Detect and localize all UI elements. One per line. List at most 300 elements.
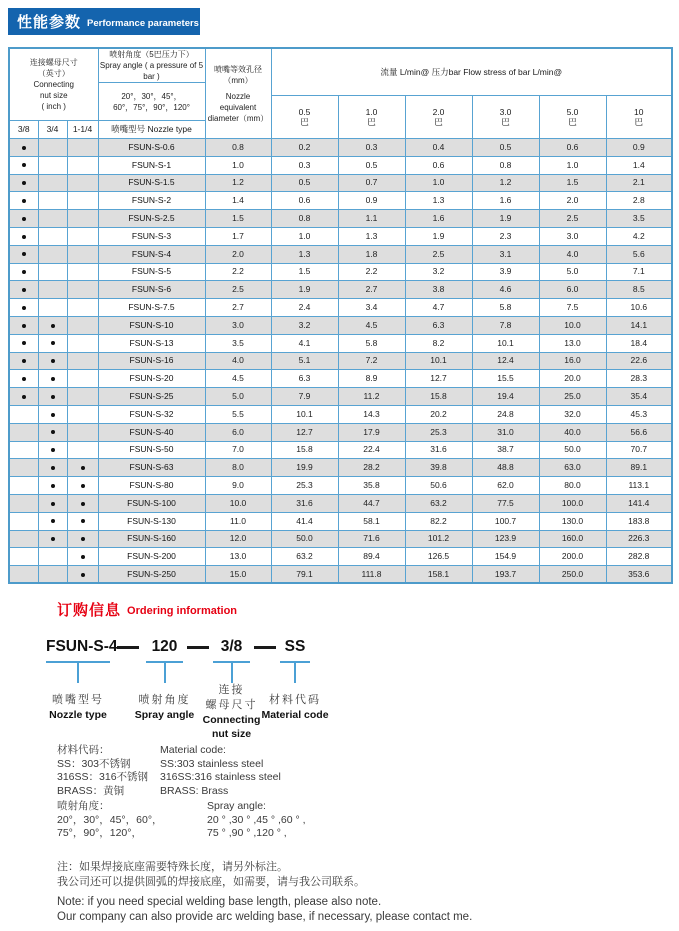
equivalent-diameter: 15.0 (205, 566, 271, 584)
nut-empty-cell (38, 174, 67, 192)
equivalent-diameter: 6.0 (205, 423, 271, 441)
table-row (9, 459, 672, 477)
table-row (9, 512, 672, 530)
flow-value: 4.6 (472, 281, 539, 299)
nut-dot-cell (38, 334, 67, 352)
table-row (9, 405, 672, 423)
flow-value: 8.9 (338, 370, 405, 388)
flow-value: 10.1 (405, 352, 472, 370)
order-dash (183, 636, 213, 658)
spray-angle-en-line1: 20 ° ,30 ° ,45 ° ,60 ° , (207, 813, 306, 826)
flow-value: 0.5 (271, 174, 338, 192)
flow-value: 1.6 (472, 192, 539, 210)
nozzle-model: FSUN-S-200 (98, 548, 205, 566)
nut-empty-cell (9, 477, 38, 495)
nut-size-3/8: 3/8 (9, 121, 38, 139)
nut-empty-cell (38, 156, 67, 174)
nut-dot-cell (9, 299, 38, 317)
order-example-nut: 3/8 (220, 638, 243, 655)
flow-value: 193.7 (472, 566, 539, 584)
nozzle-model: FSUN-S-6 (98, 281, 205, 299)
flow-value: 4.1 (271, 334, 338, 352)
pressure-header-1.0 (338, 96, 405, 139)
table-row (9, 245, 672, 263)
nozzle-model: FSUN-S-63 (98, 459, 205, 477)
nut-header-en2: nut size (39, 91, 68, 100)
nut-empty-cell (9, 530, 38, 548)
nut-dot-cell (9, 210, 38, 228)
flow-value: 4.0 (539, 245, 606, 263)
table-row (9, 281, 672, 299)
flow-value: 22.4 (338, 441, 405, 459)
ordering-title (57, 599, 237, 620)
nut-size-1-1/4: 1-1/4 (67, 121, 98, 139)
order-label-angle-en: Spray angle (134, 709, 195, 721)
dot-icon (81, 466, 85, 470)
equivalent-diameter: 0.8 (205, 139, 271, 157)
equivalent-diameter: 4.0 (205, 352, 271, 370)
nut-dot-cell (9, 316, 38, 334)
flow-value: 2.5 (405, 245, 472, 263)
diameter-header-unit: （mm） (223, 75, 253, 85)
flow-value: 14.1 (606, 316, 672, 334)
dot-icon (51, 502, 55, 506)
equivalent-diameter: 1.0 (205, 156, 271, 174)
equivalent-diameter: 7.0 (205, 441, 271, 459)
nozzle-model: FSUN-S-1 (98, 156, 205, 174)
dot-icon (51, 430, 55, 434)
nozzle-model: FSUN-S-16 (98, 352, 205, 370)
connector-line (146, 661, 183, 683)
nut-dot-cell (38, 405, 67, 423)
equivalent-diameter: 3.0 (205, 316, 271, 334)
order-label-nut (203, 683, 261, 741)
nut-size-header (9, 48, 98, 121)
nozzle-model: FSUN-S-13 (98, 334, 205, 352)
table-row (9, 316, 672, 334)
nut-dot-cell (9, 334, 38, 352)
flow-value: 10.6 (606, 299, 672, 317)
flow-value: 18.4 (606, 334, 672, 352)
connector-line (213, 661, 250, 683)
flow-value: 0.3 (338, 139, 405, 157)
flow-value: 0.2 (271, 139, 338, 157)
pressure-value: 3.0 (499, 107, 512, 117)
pressure-unit: 巴 (434, 117, 443, 127)
flow-value: 38.7 (472, 441, 539, 459)
nut-empty-cell (67, 441, 98, 459)
order-label-nozzle-en: Nozzle type (49, 709, 107, 721)
nut-header-en1: Connecting (33, 80, 74, 89)
pressure-header-10 (606, 96, 672, 139)
flow-value: 4.7 (405, 299, 472, 317)
flow-value: 82.2 (405, 512, 472, 530)
flow-value: 0.6 (271, 192, 338, 210)
equivalent-diameter: 2.2 (205, 263, 271, 281)
flow-value: 31.6 (271, 494, 338, 512)
flow-value: 6.0 (539, 281, 606, 299)
nut-dot-cell (38, 512, 67, 530)
table-row (9, 548, 672, 566)
flow-value: 62.0 (472, 477, 539, 495)
flow-value: 40.0 (539, 423, 606, 441)
flow-value: 282.8 (606, 548, 672, 566)
nut-dot-cell (9, 174, 38, 192)
nut-empty-cell (9, 548, 38, 566)
flow-value: 100.7 (472, 512, 539, 530)
flow-value: 183.8 (606, 512, 672, 530)
flow-value: 12.7 (271, 423, 338, 441)
nozzle-model: FSUN-S-2 (98, 192, 205, 210)
flow-value: 31.6 (405, 441, 472, 459)
flow-value: 1.0 (271, 227, 338, 245)
table-body (9, 139, 672, 584)
note-en-line2: Our company can also provide arc welding base, if necessary, please contact me. (57, 911, 473, 923)
order-label-material-cn: 材料代码 (268, 694, 321, 706)
flow-value: 111.8 (338, 566, 405, 584)
notes-en (57, 895, 472, 925)
nozzle-model: FSUN-S-4 (98, 245, 205, 263)
nozzle-model: FSUN-S-25 (98, 388, 205, 406)
flow-value: 0.5 (338, 156, 405, 174)
flow-value: 1.9 (271, 281, 338, 299)
pressure-unit: 巴 (568, 117, 577, 127)
nut-dot-cell (9, 139, 38, 157)
table-row (9, 566, 672, 584)
dot-icon (22, 395, 26, 399)
table-row (9, 441, 672, 459)
order-label-nut-en2: nut size (211, 728, 252, 740)
flow-value: 3.5 (606, 210, 672, 228)
flow-value: 15.8 (405, 388, 472, 406)
order-dash (250, 636, 280, 658)
flow-value: 10.1 (271, 405, 338, 423)
connector-line (280, 661, 310, 683)
nut-empty-cell (67, 192, 98, 210)
flow-value: 0.6 (539, 139, 606, 157)
flow-value: 10.1 (472, 334, 539, 352)
flow-value: 2.8 (606, 192, 672, 210)
flow-value: 3.2 (405, 263, 472, 281)
flow-value: 32.0 (539, 405, 606, 423)
flow-value: 39.8 (405, 459, 472, 477)
nut-dot-cell (9, 227, 38, 245)
material-code-cn (57, 744, 148, 798)
flow-value: 130.0 (539, 512, 606, 530)
ordering-title-cn: 订购信息 (57, 602, 122, 619)
flow-value: 16.0 (539, 352, 606, 370)
flow-value: 5.0 (539, 263, 606, 281)
dot-icon (22, 341, 26, 345)
nozzle-model: FSUN-S-80 (98, 477, 205, 495)
nut-size-3/4: 3/4 (38, 121, 67, 139)
nut-dot-cell (38, 370, 67, 388)
nut-empty-cell (67, 210, 98, 228)
material-code-en-316ss: 316SS:316 stainless steel (160, 771, 281, 783)
pressure-header-2.0 (405, 96, 472, 139)
section-title-cn: 性能参数 (17, 14, 82, 31)
equivalent-diameter: 8.0 (205, 459, 271, 477)
order-label-nut-cn2: 螺母尺寸 (205, 699, 258, 711)
equivalent-diameter: 2.0 (205, 245, 271, 263)
nozzle-model: FSUN-S-20 (98, 370, 205, 388)
nut-dot-cell (9, 156, 38, 174)
flow-value: 44.7 (338, 494, 405, 512)
flow-value: 3.4 (338, 299, 405, 317)
nozzle-model: FSUN-S-160 (98, 530, 205, 548)
nut-empty-cell (9, 494, 38, 512)
dot-icon (81, 502, 85, 506)
dot-icon (22, 306, 26, 310)
spray-angle-en-line2: 75 ° ,90 ° ,120 ° , (207, 827, 287, 839)
nut-empty-cell (9, 566, 38, 584)
flow-value: 5.6 (606, 245, 672, 263)
flow-value: 1.3 (271, 245, 338, 263)
diameter-header (205, 48, 271, 139)
flow-value: 1.5 (539, 174, 606, 192)
equivalent-diameter: 4.5 (205, 370, 271, 388)
flow-value: 80.0 (539, 477, 606, 495)
nut-empty-cell (67, 405, 98, 423)
flow-header: 流量 L/min@ 压力bar Flow stress of bar L/min@ (271, 48, 672, 96)
connector-stem (164, 663, 166, 683)
dot-icon (22, 288, 26, 292)
dot-icon (51, 341, 55, 345)
dot-icon (22, 181, 26, 185)
flow-value: 63.0 (539, 459, 606, 477)
equivalent-diameter: 13.0 (205, 548, 271, 566)
table-row (9, 388, 672, 406)
pressure-value: 5.0 (566, 107, 579, 117)
flow-value: 22.6 (606, 352, 672, 370)
flow-value: 17.9 (338, 423, 405, 441)
nut-empty-cell (38, 263, 67, 281)
dot-icon (81, 537, 85, 541)
notes-cn (57, 860, 365, 890)
flow-value: 5.8 (338, 334, 405, 352)
pressure-unit: 巴 (367, 117, 376, 127)
flow-value: 250.0 (539, 566, 606, 584)
nut-dot-cell (38, 477, 67, 495)
spray-angle-cn-line2: 75°，90°，120°， (57, 827, 142, 839)
nut-dot-cell (67, 459, 98, 477)
nut-empty-cell (67, 281, 98, 299)
angle-values-header (98, 83, 205, 121)
nut-dot-cell (67, 566, 98, 584)
nut-empty-cell (38, 210, 67, 228)
equivalent-diameter: 2.7 (205, 299, 271, 317)
dot-icon (81, 573, 85, 577)
flow-value: 8.2 (405, 334, 472, 352)
flow-value: 2.7 (338, 281, 405, 299)
nut-dot-cell (9, 245, 38, 263)
equivalent-diameter: 2.5 (205, 281, 271, 299)
angle-values-line2: 60°，75°，90°，120° (113, 102, 190, 112)
flow-value: 20.0 (539, 370, 606, 388)
material-code-cn-title: 材料代码： (57, 744, 110, 756)
nut-empty-cell (67, 370, 98, 388)
nut-dot-cell (38, 388, 67, 406)
nut-header-cn: 连接螺母尺寸 (29, 58, 78, 67)
angle-values-line1: 20°，30°，45°， (121, 91, 182, 101)
dot-icon (51, 359, 55, 363)
nut-empty-cell (67, 174, 98, 192)
flow-value: 41.4 (271, 512, 338, 530)
flow-value: 63.2 (271, 548, 338, 566)
nut-empty-cell (9, 512, 38, 530)
nut-dot-cell (67, 548, 98, 566)
flow-value: 12.4 (472, 352, 539, 370)
nozzle-model: FSUN-S-7.5 (98, 299, 205, 317)
flow-value: 31.0 (472, 423, 539, 441)
flow-value: 1.9 (472, 210, 539, 228)
nut-empty-cell (9, 459, 38, 477)
nut-header-en3: ( inch ) (41, 102, 66, 111)
nut-empty-cell (38, 548, 67, 566)
material-code-cn-brass: BRASS：黄铜 (57, 784, 125, 797)
spray-angle-header (98, 48, 205, 83)
nut-empty-cell (38, 245, 67, 263)
flow-value: 0.3 (271, 156, 338, 174)
nozzle-model: FSUN-S-50 (98, 441, 205, 459)
nut-empty-cell (67, 334, 98, 352)
nut-dot-cell (9, 263, 38, 281)
note-cn-line1: 注：如果焊接底座需要特殊长度，请另外标注。 (57, 861, 288, 873)
equivalent-diameter: 5.5 (205, 405, 271, 423)
order-label-angle-cn: 喷射角度 (138, 694, 191, 706)
nut-empty-cell (67, 388, 98, 406)
flow-value: 71.6 (338, 530, 405, 548)
dash-icon (117, 646, 139, 649)
nut-dot-cell (38, 441, 67, 459)
nut-dot-cell (67, 477, 98, 495)
connector-stem (294, 663, 296, 683)
nut-empty-cell (67, 299, 98, 317)
material-code-en-brass: BRASS: Brass (160, 784, 229, 797)
flow-value: 3.9 (472, 263, 539, 281)
nut-dot-cell (38, 530, 67, 548)
dot-icon (51, 537, 55, 541)
flow-value: 11.2 (338, 388, 405, 406)
flow-value: 19.9 (271, 459, 338, 477)
dot-icon (51, 448, 55, 452)
flow-value: 1.8 (338, 245, 405, 263)
nut-empty-cell (67, 139, 98, 157)
flow-value: 3.2 (271, 316, 338, 334)
order-label-material-en: Material code (261, 709, 329, 721)
equivalent-diameter: 1.7 (205, 227, 271, 245)
order-label-nozzle (49, 693, 107, 722)
pressure-value: 0.5 (298, 107, 311, 117)
material-code-en-ss: SS:303 stainless steel (160, 757, 264, 770)
nut-dot-cell (38, 423, 67, 441)
flow-value: 1.4 (606, 156, 672, 174)
dot-icon (22, 252, 26, 256)
flow-value: 28.3 (606, 370, 672, 388)
equivalent-diameter: 9.0 (205, 477, 271, 495)
flow-value: 24.8 (472, 405, 539, 423)
material-code-en (160, 744, 281, 798)
spray-angle-header-cn: 喷射角度（5巴压力下） (109, 50, 194, 59)
connector-line (46, 661, 110, 683)
table-row (9, 352, 672, 370)
flow-value: 113.1 (606, 477, 672, 495)
dot-icon (22, 146, 26, 150)
nut-empty-cell (38, 281, 67, 299)
flow-value: 0.6 (405, 156, 472, 174)
spray-angle-cn (57, 800, 163, 841)
flow-value: 25.3 (271, 477, 338, 495)
pressure-value: 10 (634, 107, 644, 117)
flow-value: 2.0 (539, 192, 606, 210)
spray-angle-header-en: Spray angle ( a pressure of 5 bar ) (99, 61, 204, 81)
pressure-unit: 巴 (501, 117, 510, 127)
equivalent-diameter: 12.0 (205, 530, 271, 548)
nut-dot-cell (38, 459, 67, 477)
nut-empty-cell (67, 245, 98, 263)
equivalent-diameter: 5.0 (205, 388, 271, 406)
ordering-title-en: Ordering information (127, 605, 238, 617)
flow-value: 1.5 (271, 263, 338, 281)
flow-value: 7.9 (271, 388, 338, 406)
flow-value: 6.3 (405, 316, 472, 334)
spray-angle-cn-line1: 20°，30°，45°，60°， (57, 813, 163, 826)
diameter-header-en2: equivalent (219, 102, 257, 112)
performance-table-wrapper (8, 47, 673, 584)
flow-value: 1.3 (338, 227, 405, 245)
flow-value: 8.5 (606, 281, 672, 299)
dot-icon (22, 163, 26, 167)
nut-empty-cell (38, 299, 67, 317)
flow-value: 28.2 (338, 459, 405, 477)
order-label-material (261, 693, 328, 722)
dot-icon (81, 555, 85, 559)
dash-icon (187, 646, 209, 649)
equivalent-diameter: 11.0 (205, 512, 271, 530)
flow-value: 6.3 (271, 370, 338, 388)
flow-value: 3.1 (472, 245, 539, 263)
nut-dot-cell (67, 494, 98, 512)
dot-icon (51, 377, 55, 381)
flow-value: 50.6 (405, 477, 472, 495)
order-label-nozzle-cn: 喷嘴型号 (51, 694, 104, 706)
flow-value: 7.2 (338, 352, 405, 370)
nut-empty-cell (38, 566, 67, 584)
flow-value: 7.8 (472, 316, 539, 334)
dot-icon (22, 217, 26, 221)
flow-value: 20.2 (405, 405, 472, 423)
flow-value: 154.9 (472, 548, 539, 566)
nut-empty-cell (9, 441, 38, 459)
equivalent-diameter: 1.5 (205, 210, 271, 228)
equivalent-diameter: 10.0 (205, 494, 271, 512)
flow-value: 1.6 (405, 210, 472, 228)
nut-empty-cell (38, 227, 67, 245)
nut-empty-cell (67, 227, 98, 245)
order-example-material: SS (284, 638, 306, 655)
flow-value: 5.8 (472, 299, 539, 317)
nut-dot-cell (38, 352, 67, 370)
nozzle-model: FSUN-S-100 (98, 494, 205, 512)
nut-empty-cell (9, 405, 38, 423)
nozzle-model: FSUN-S-40 (98, 423, 205, 441)
nut-dot-cell (67, 530, 98, 548)
flow-value: 19.4 (472, 388, 539, 406)
pressure-header-3.0 (472, 96, 539, 139)
performance-table (8, 47, 673, 584)
dot-icon (81, 519, 85, 523)
nut-dot-cell (9, 281, 38, 299)
